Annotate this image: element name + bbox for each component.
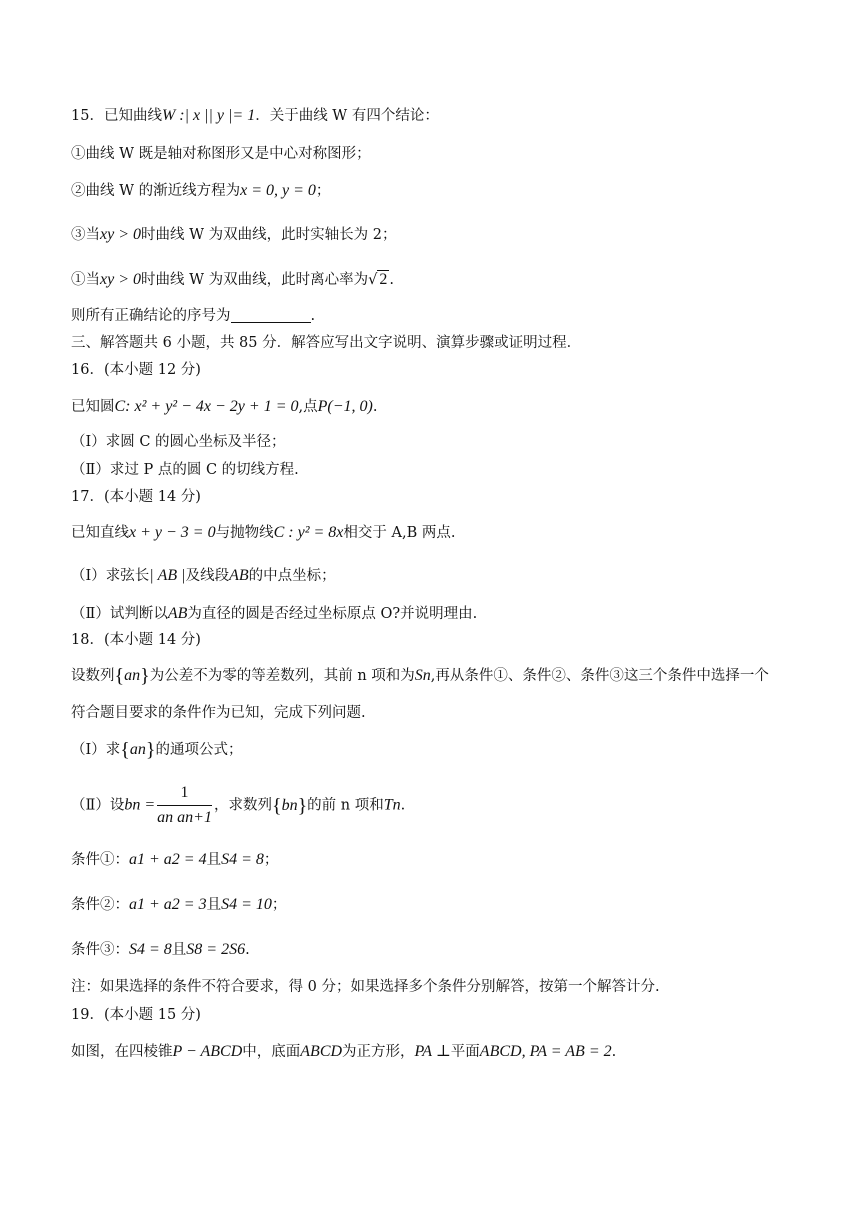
q17-part-2 — [71, 604, 820, 624]
q17-p1-mid: 及线段 — [185, 568, 230, 584]
q16-head: 16．(本小题 12 分) — [71, 362, 201, 378]
q18-cond1-math-b: S4 = 8 — [221, 851, 264, 868]
q16-point-math: P(−1, 0) — [317, 398, 373, 415]
q18-stem-line-1 — [71, 666, 820, 686]
q18-cond1-math-a: a1 + a2 = 4 — [129, 851, 207, 868]
q15-c3-math: xy > 0 — [100, 226, 141, 243]
section-3-heading: 三、解答题共 6 小题，共 85 分．解答应写出文字说明、演算步骤或证明过程． — [71, 335, 582, 351]
q18-part-2 — [71, 783, 820, 828]
q18-bn-math: bn = — [124, 796, 156, 814]
q18-part-1 — [71, 740, 820, 760]
q15-c2-math: x = 0, y = 0 — [240, 182, 316, 199]
q15-c4-radicand: 2 — [379, 271, 388, 288]
q18-note: 注：如果选择的条件不符合要求，得 0 分；如果选择多个条件分别解答，按第一个解答计分. — [71, 979, 660, 995]
q17-p2-math: AB — [167, 605, 188, 622]
q18-seq-an-text: an — [124, 667, 141, 684]
q19-mid-3: 平面 — [450, 1044, 480, 1060]
q18-condition-1 — [71, 850, 820, 870]
q17-p1-math-2: AB — [229, 567, 249, 584]
q18-stem1-end: ,再从条件①、条件②、条件③这三个条件中选择一个 — [430, 668, 769, 684]
q15-c2-end: ； — [315, 183, 331, 199]
q17-p1-math-1: | AB | — [149, 567, 186, 584]
q15-c4-text: 时曲线 W 为双曲线，此时离心率为 — [141, 272, 369, 288]
q16-part-1: （Ⅰ）求圆 C 的圆心坐标及半径； — [71, 434, 286, 450]
q15-conclusion-2 — [71, 181, 820, 201]
q15-curve-math: W :| x || y |= 1 — [161, 107, 256, 124]
q16-circle-math: C: x² + y² − 4x − 2y + 1 = 0 — [114, 398, 299, 415]
q18-cond2-end: ； — [271, 897, 287, 913]
q15-c4-math: xy > 0 — [100, 271, 141, 288]
q17-part-1 — [71, 566, 820, 586]
q16-stem — [71, 397, 820, 417]
q16-stem-mid: ,点 — [298, 399, 318, 415]
q15-stem — [71, 106, 820, 126]
q18-p2-end: . — [400, 797, 406, 814]
q18-p2-mid2: 的前 n 项和 — [307, 797, 384, 814]
sqrt-symbol: √ 2 — [368, 271, 388, 288]
q15-ask-text: 则所有正确结论的序号为 — [71, 308, 231, 324]
q15-prefix: 15．已知曲线 — [71, 108, 162, 124]
q19-math-1: P − ABCD — [172, 1043, 243, 1060]
q17-head: 17．(本小题 14 分) — [71, 489, 201, 505]
q18-head: 18．(本小题 14 分) — [71, 632, 201, 648]
q18-cond2-math-a: a1 + a2 = 3 — [129, 896, 207, 913]
answer-blank — [231, 308, 311, 324]
q18-cond2-math-b: S4 = 10 — [221, 896, 272, 913]
q16-stem-pre: 已知圆 — [71, 399, 115, 415]
q18-seq-bn: {bn} — [271, 794, 308, 817]
q18-p2-mid: ，求数列 — [213, 797, 272, 814]
q18-condition-2 — [71, 895, 820, 915]
q15-ask — [71, 307, 820, 325]
q19-mid-2: 为正方形， — [342, 1044, 415, 1060]
q18-stem1-pre: 设数列 — [71, 668, 115, 684]
q18-cond2-label: 条件②： — [71, 897, 129, 913]
q18-fraction — [157, 783, 212, 828]
q18-cond1-and: 且 — [206, 852, 222, 868]
q18-cond3-label: 条件③： — [71, 942, 129, 958]
q18-p1-pre: （Ⅰ）求 — [71, 742, 121, 758]
q17-parabola-math: C : y² = 8x — [273, 524, 344, 541]
q18-fraction-numerator: 1 — [157, 783, 212, 806]
q18-tn-math: Tn — [383, 796, 401, 814]
q15-c2-text: ②曲线 W 的渐近线方程为 — [71, 183, 241, 199]
q15-c3-pre: ③当 — [71, 227, 100, 243]
q15-c3-text: 时曲线 W 为双曲线，此时实轴长为 2； — [141, 227, 397, 243]
q16-stem-end: . — [372, 399, 378, 415]
q18-cond3-math-b: S8 = 2S6 — [186, 941, 246, 958]
q19-math-4: ABCD, PA = AB = 2 — [479, 1043, 612, 1060]
q18-cond3-math-a: S4 = 8 — [129, 941, 172, 958]
q18-condition-3 — [71, 940, 820, 960]
q19-mid-1: 中，底面 — [242, 1044, 301, 1060]
q15-conclusion-3 — [71, 225, 820, 245]
q15-c4-pre: ①当 — [71, 272, 100, 288]
q15-ask-end: . — [310, 308, 316, 324]
q16-part-2: （Ⅱ）求过 P 点的圆 C 的切线方程. — [71, 462, 299, 478]
q18-seq-an: {an} — [114, 665, 150, 687]
q18-p1-end: 的通项公式； — [155, 742, 243, 758]
q18-p2-pre: （Ⅱ）设 — [71, 797, 125, 814]
q17-p2-pre: （Ⅱ）试判断以 — [71, 606, 168, 622]
q19-end: . — [611, 1044, 617, 1060]
q18-p1-seq: {an} — [120, 739, 156, 761]
q15-conclusion-1: ①曲线 W 既是轴对称图形又是中心对称图形； — [71, 146, 371, 162]
q18-stem-line-2: 符合题目要求的条件作为已知，完成下列问题. — [71, 705, 366, 721]
q18-fraction-denominator: an an+1 — [157, 809, 212, 826]
q18-sn-math: Sn — [414, 667, 431, 684]
q18-stem1-mid: 为公差不为零的等差数列，其前 n 项和为 — [149, 668, 415, 684]
q19-math-2: ABCD — [300, 1043, 343, 1060]
q19-math-3: PA ⊥ — [414, 1043, 451, 1060]
q18-p1-seq-text: an — [129, 741, 146, 758]
q18-seq-bn-text: bn — [281, 796, 298, 814]
q18-cond1-end: ； — [263, 852, 279, 868]
q17-stem-end: 相交于 A,B 两点. — [343, 525, 456, 541]
q18-cond3-and: 且 — [171, 942, 187, 958]
q17-p1-pre: （Ⅰ）求弦长 — [71, 568, 150, 584]
q15-suffix: ．关于曲线 W 有四个结论： — [255, 108, 439, 124]
q17-stem-mid: 与抛物线 — [215, 525, 274, 541]
q17-stem-pre: 已知直线 — [71, 525, 129, 541]
q18-cond3-end: . — [245, 942, 250, 958]
q17-p2-end: 为直径的圆是否经过坐标原点 O?并说明理由. — [187, 606, 478, 622]
q18-cond1-label: 条件①： — [71, 852, 129, 868]
q18-cond2-and: 且 — [206, 897, 222, 913]
q17-line-math: x + y − 3 = 0 — [129, 524, 216, 541]
q17-stem — [71, 523, 820, 543]
q15-conclusion-4 — [71, 270, 820, 290]
q19-stem — [71, 1042, 820, 1062]
q19-head: 19．(本小题 15 分) — [71, 1007, 201, 1023]
q15-c4-end: . — [389, 272, 394, 288]
q17-p1-end: 的中点坐标； — [248, 568, 336, 584]
q19-stem-pre: 如图，在四棱锥 — [71, 1044, 173, 1060]
